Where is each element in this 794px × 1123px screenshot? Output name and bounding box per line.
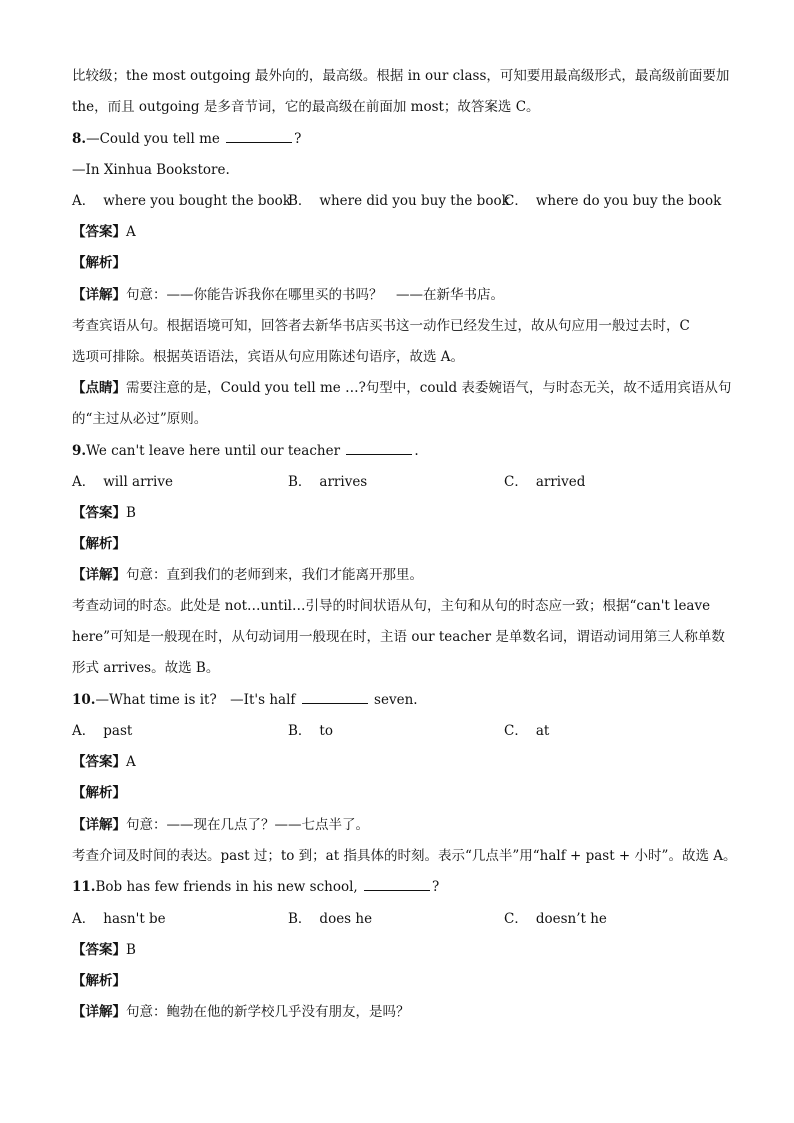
answer-tag: 【答案】 [72,754,126,770]
question-text: Bob has few friends in his new school, [95,879,358,895]
answer-tag: 【答案】 [72,942,126,958]
option-b[interactable]: B． where did you buy the book [288,193,510,209]
question-10-stem [72,690,722,710]
question-9-explain-3: 形式 arrives。故选 B。 [72,660,220,676]
option-a[interactable]: A． hasn't be [72,911,166,927]
question-text: —What time is it? —It's half [95,692,296,708]
question-number: 8. [72,131,87,147]
question-8-point: 【点睛】需要注意的是，Could you tell me …?句型中，could 表委婉语气，与时态无关，故不适用宾语从句 [72,380,732,396]
answer-value: B [126,942,136,958]
question-11-stem [72,877,722,897]
question-text: —Could you tell me [86,131,220,147]
option-b[interactable]: B． does he [288,911,373,927]
option-a[interactable]: A． where you bought the book [72,193,291,209]
question-8-point-2: 的“主过从必过”原则。 [72,411,208,427]
option-c[interactable]: C． where do you buy the book [504,193,722,209]
detail-tag: 【详解】 [72,1004,126,1020]
option-c[interactable]: C． arrived [504,474,586,490]
question-8-explain-1: 考查宾语从句。根据语境可知，回答者去新华书店买书这一动作已经发生过，故从句应用一般过去时，C [72,318,690,334]
answer-blank [346,441,412,455]
detail-tag: 【详解】 [72,287,126,303]
question-9-detail: 【详解】句意：直到我们的老师到来，我们才能离开那里。 [72,567,423,583]
question-8-detail: 【详解】句意：——你能告诉我你在哪里买的书吗？ ——在新华书店。 [72,287,504,303]
question-9-explain-2: here”可知是一般现在时，从句动词用一般现在时，主语 our teacher 是单数名词，谓语动词用第三人称单数 [72,629,725,645]
question-9-explain-1: 考查动词的时态。此处是 not…until…引导的时间状语从句，主句和从句的时态应一致；根据“can't leave [72,598,711,614]
answer-value: A [126,754,136,770]
question-number: 10. [72,692,96,708]
answer-tag: 【答案】 [72,224,126,240]
question-10-answer [72,752,722,772]
question-8-stem [72,129,722,149]
question-text-end: seven. [374,692,418,708]
question-8-explain-2: 选项可排除。根据英语语法，宾语从句应用陈述句语序，故选 A。 [72,349,465,365]
answer-value: A [126,224,136,240]
question-number: 9. [72,443,87,459]
answer-tag: 【答案】 [72,505,126,521]
intro-line-2: the，而且 outgoing 是多音节词，它的最高级在前面加 most；故答案选 C。 [72,99,540,115]
answer-value: B [126,505,136,521]
detail-tag: 【详解】 [72,817,126,833]
answer-blank [302,690,368,704]
option-b[interactable]: B． to [288,723,333,739]
question-11-answer [72,940,722,960]
question-9-stem [72,441,722,461]
answer-blank [364,877,430,891]
question-9-analysis-tag: 【解析】 [72,536,126,552]
question-10-explain-1: 考查介词及时间的表达。past 过；to 到；at 指具体的时刻。表示“几点半”用“half + past + 小时”。故选 A。 [72,848,737,864]
question-8-answer [72,222,722,242]
option-c[interactable]: C． at [504,723,550,739]
intro-line-1: 比较级；the most outgoing 最外向的，最高级。根据 in our class，可知要用最高级形式，最高级前面要加 [72,68,730,84]
option-a[interactable]: A． will arrive [72,474,173,490]
point-tag: 【点睛】 [72,380,126,396]
question-number: 11. [72,879,96,895]
question-text-end: . [414,443,419,459]
question-9-answer [72,503,722,523]
answer-blank [226,129,292,143]
option-a[interactable]: A． past [72,723,133,739]
question-text: We can't leave here until our teacher [86,443,341,459]
question-8-analysis-tag: 【解析】 [72,255,126,271]
question-10-analysis-tag: 【解析】 [72,785,126,801]
option-b[interactable]: B． arrives [288,474,368,490]
option-c[interactable]: C． doesn’t he [504,911,607,927]
question-11-analysis-tag: 【解析】 [72,973,126,989]
question-11-detail: 【详解】句意：鲍勃在他的新学校几乎没有朋友，是吗？ [72,1004,410,1020]
question-text-end: ? [294,131,302,147]
question-8-reply: —In Xinhua Bookstore. [72,162,230,178]
detail-tag: 【详解】 [72,567,126,583]
question-text-end: ? [432,879,440,895]
question-10-detail: 【详解】句意：——现在几点了？——七点半了。 [72,817,369,833]
